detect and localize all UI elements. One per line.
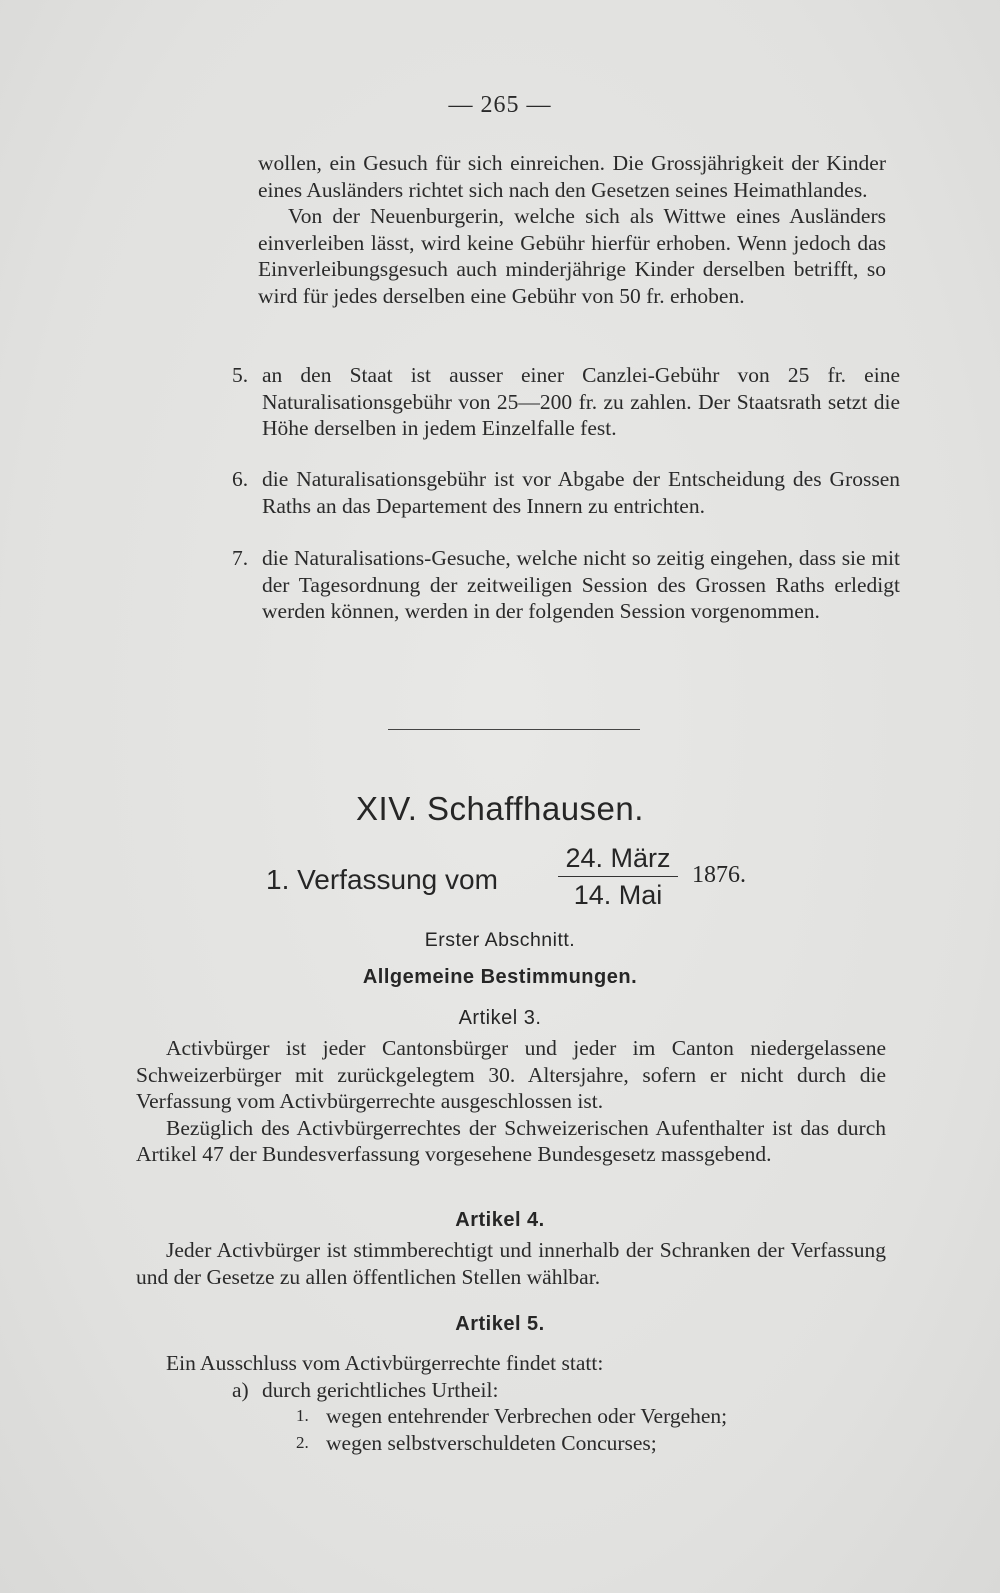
section-title: XIV. Schaffhausen.	[356, 790, 644, 827]
list-item-6	[232, 466, 900, 519]
item-label: a)	[232, 1378, 249, 1402]
abschnitt-heading: Erster Abschnitt.	[424, 929, 576, 951]
item-number: 5.	[232, 363, 249, 387]
artikel-5-subitem-1	[296, 1403, 727, 1430]
artikel-5-heading: Artikel 5.	[455, 1313, 545, 1335]
artikel-5-subitem-2	[296, 1430, 657, 1457]
verfassung-label: 1. Verfassung vom	[266, 864, 498, 895]
subitem-number: 2.	[296, 1433, 309, 1452]
subitem-text: wegen selbstverschuldeten Concurses;	[326, 1431, 657, 1455]
item-text: durch gerichtliches Urtheil:	[262, 1378, 499, 1402]
artikel-3-paragraph-2: Bezüglich des Activbürgerrechtes der Schweizerischen Aufenthalter ist das durch Artikel 47 der Bundesverfassung vorgesehene Bundesgesetz massgebend.	[136, 1115, 886, 1166]
artikel-3-body	[136, 1035, 886, 1168]
artikel-5-paragraph-1: Ein Ausschluss vom Activbürgerrechte findet statt:	[166, 1351, 604, 1375]
subitem-number: 1.	[296, 1406, 309, 1425]
artikel-4-heading: Artikel 4.	[455, 1209, 545, 1231]
section-divider	[388, 729, 640, 730]
artikel-5-item-a	[232, 1377, 498, 1404]
verfassung-year: 1876.	[692, 862, 746, 888]
date-numerator: 24. März	[558, 840, 678, 877]
item-text: die Naturalisations-Gesuche, welche nicht so zeitig eingehen, dass sie mit der Tagesordnung der zeitweiligen Session des Grossen Raths erledigt werden können, werden in der folgenden Session vorgenommen.	[262, 546, 900, 623]
artikel-3-heading: Artikel 3.	[458, 1007, 542, 1029]
date-denominator: 14. Mai	[573, 880, 663, 910]
item-number: 7.	[232, 546, 249, 570]
date-fraction	[558, 840, 678, 913]
subitem-text: wegen entehrender Verbrechen oder Vergehen;	[326, 1404, 728, 1428]
artikel-3-paragraph-1: Activbürger ist jeder Cantonsbürger und jeder im Canton niedergelassene Schweizerbürger mit zurückgelegtem 30. Altersjahre, sofern er nicht durch die Verfassung vom Activbürgerrechte ausgeschlossen ist.	[136, 1036, 886, 1113]
page-number: — 265 —	[448, 92, 552, 118]
list-item-7	[232, 545, 900, 625]
item-text: die Naturalisationsgebühr ist vor Abgabe der Entscheidung des Grossen Raths an das Departement des Innern zu entrichten.	[262, 467, 900, 518]
artikel-5-body	[136, 1350, 886, 1377]
intro-paragraph-1: wollen, ein Gesuch für sich einreichen. Die Grossjährigkeit der Kinder eines Ausländers richtet sich nach den Gesetzen seines Heimathlandes.	[258, 151, 886, 202]
item-number: 6.	[232, 467, 249, 491]
intro-text	[258, 150, 886, 309]
artikel-4-body	[136, 1237, 886, 1290]
item-text: an den Staat ist ausser einer Canzlei-Gebühr von 25 fr. eine Naturalisationsgebühr von 25—200 fr. zu zahlen. Der Staatsrath setzt die Höhe derselben in jedem Einzelfalle fest.	[262, 363, 900, 440]
intro-paragraph-2: Von der Neuenburgerin, welche sich als Wittwe eines Ausländers einverleiben lässt, wird keine Gebühr hierfür erhoben. Wenn jedoch das Einverleibungsgesuch auch minderjährige Kinder derselben betrifft, so wird für jedes derselben eine Gebühr von 50 fr. erhoben.	[258, 204, 886, 308]
artikel-4-paragraph-1: Jeder Activbürger ist stimmberechtigt und innerhalb der Schranken der Verfassung und der Gesetze zu allen öffentlichen Stellen wählbar.	[136, 1238, 886, 1289]
list-item-5	[232, 362, 900, 442]
abschnitt-title: Allgemeine Bestimmungen.	[362, 966, 638, 988]
